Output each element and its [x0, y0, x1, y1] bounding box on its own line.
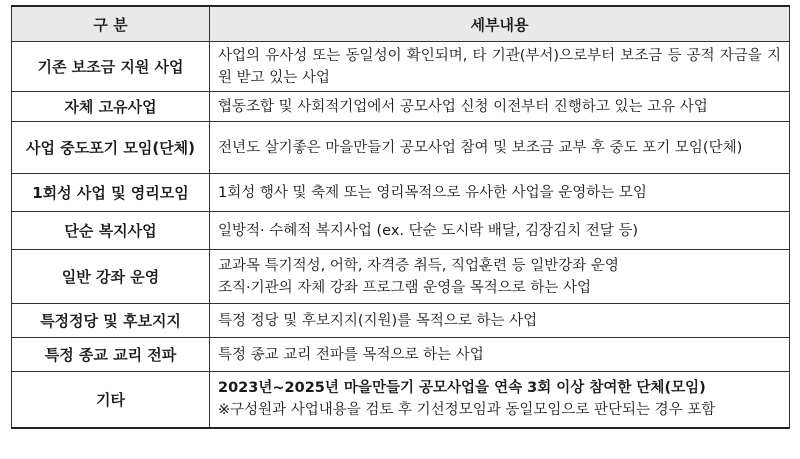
detail-line: 일방적· 수혜적 복지사업 (ex. 단순 도시락 배달, 김장김치 전달 등): [218, 222, 639, 239]
detail-note: ※구성원과 사업내용을 검토 후 기선정모임과 동일모임으로 판단되는 경우 포함: [218, 402, 716, 419]
row-category: 특정정당 및 후보지지: [12, 304, 210, 338]
row-category: 일반 강좌 운영: [12, 250, 210, 304]
table-row: [12, 92, 790, 122]
table-row: [12, 304, 790, 338]
detail-line: 1회성 행사 및 축제 또는 영리목적으로 유사한 사업을 운영하는 모임: [218, 184, 647, 201]
detail-line: 조직·기관의 자체 강좌 프로그램 운영을 목적으로 하는 사업: [218, 279, 592, 296]
table-row: [12, 42, 790, 92]
row-detail: [210, 122, 790, 174]
header-category: 구 분: [12, 6, 210, 42]
row-detail: [210, 174, 790, 212]
table-row: [12, 372, 790, 428]
detail-line: 특정 종교 교리 전파를 목적으로 하는 사업: [218, 346, 484, 363]
detail-line: 특정 정당 및 후보지지(지원)를 목적으로 하는 사업: [218, 312, 538, 329]
detail-line: 사업의 유사성 또는 동일성이 확인되며, 타 기관(부서)으로부터 보조금 등 공적 자금을 지원 받고 있는 사업: [218, 47, 781, 86]
row-detail: [210, 372, 790, 428]
row-detail: [210, 42, 790, 92]
detail-line: 전년도 살기좋은 마을만들기 공모사업 참여 및 보조금 교부 후 중도 포기 모임(단체): [218, 139, 743, 156]
detail-line: 협동조합 및 사회적기업에서 공모사업 신청 이전부터 진행하고 있는 고유 사업: [218, 98, 708, 115]
detail-line: 2023년~2025년 마을만들기 공모사업을 연속 3회 이상 참여한 단체(모임): [218, 380, 706, 397]
table-row: [12, 338, 790, 372]
table-header-row: [12, 6, 790, 42]
row-detail: [210, 338, 790, 372]
row-category: 기존 보조금 지원 사업: [12, 42, 210, 92]
detail-line: 교과목 특기적성, 어학, 자격증 취득, 직업훈련 등 일반강좌 운영: [218, 257, 619, 274]
table-row: [12, 212, 790, 250]
row-category: 사업 중도포기 모임(단체): [12, 122, 210, 174]
row-detail: [210, 304, 790, 338]
row-category: 기타: [12, 372, 210, 428]
row-category: 자체 고유사업: [12, 92, 210, 122]
header-details: 세부내용: [210, 6, 790, 42]
exclusion-criteria-table: [11, 5, 790, 429]
row-detail: [210, 212, 790, 250]
table-row: [12, 122, 790, 174]
row-category: 1회성 사업 및 영리모임: [12, 174, 210, 212]
exclusion-criteria-table-wrapper: [11, 5, 789, 429]
row-category: 특정 종교 교리 전파: [12, 338, 210, 372]
row-category: 단순 복지사업: [12, 212, 210, 250]
row-detail: [210, 250, 790, 304]
table-row: [12, 250, 790, 304]
row-detail: [210, 92, 790, 122]
table-row: [12, 174, 790, 212]
